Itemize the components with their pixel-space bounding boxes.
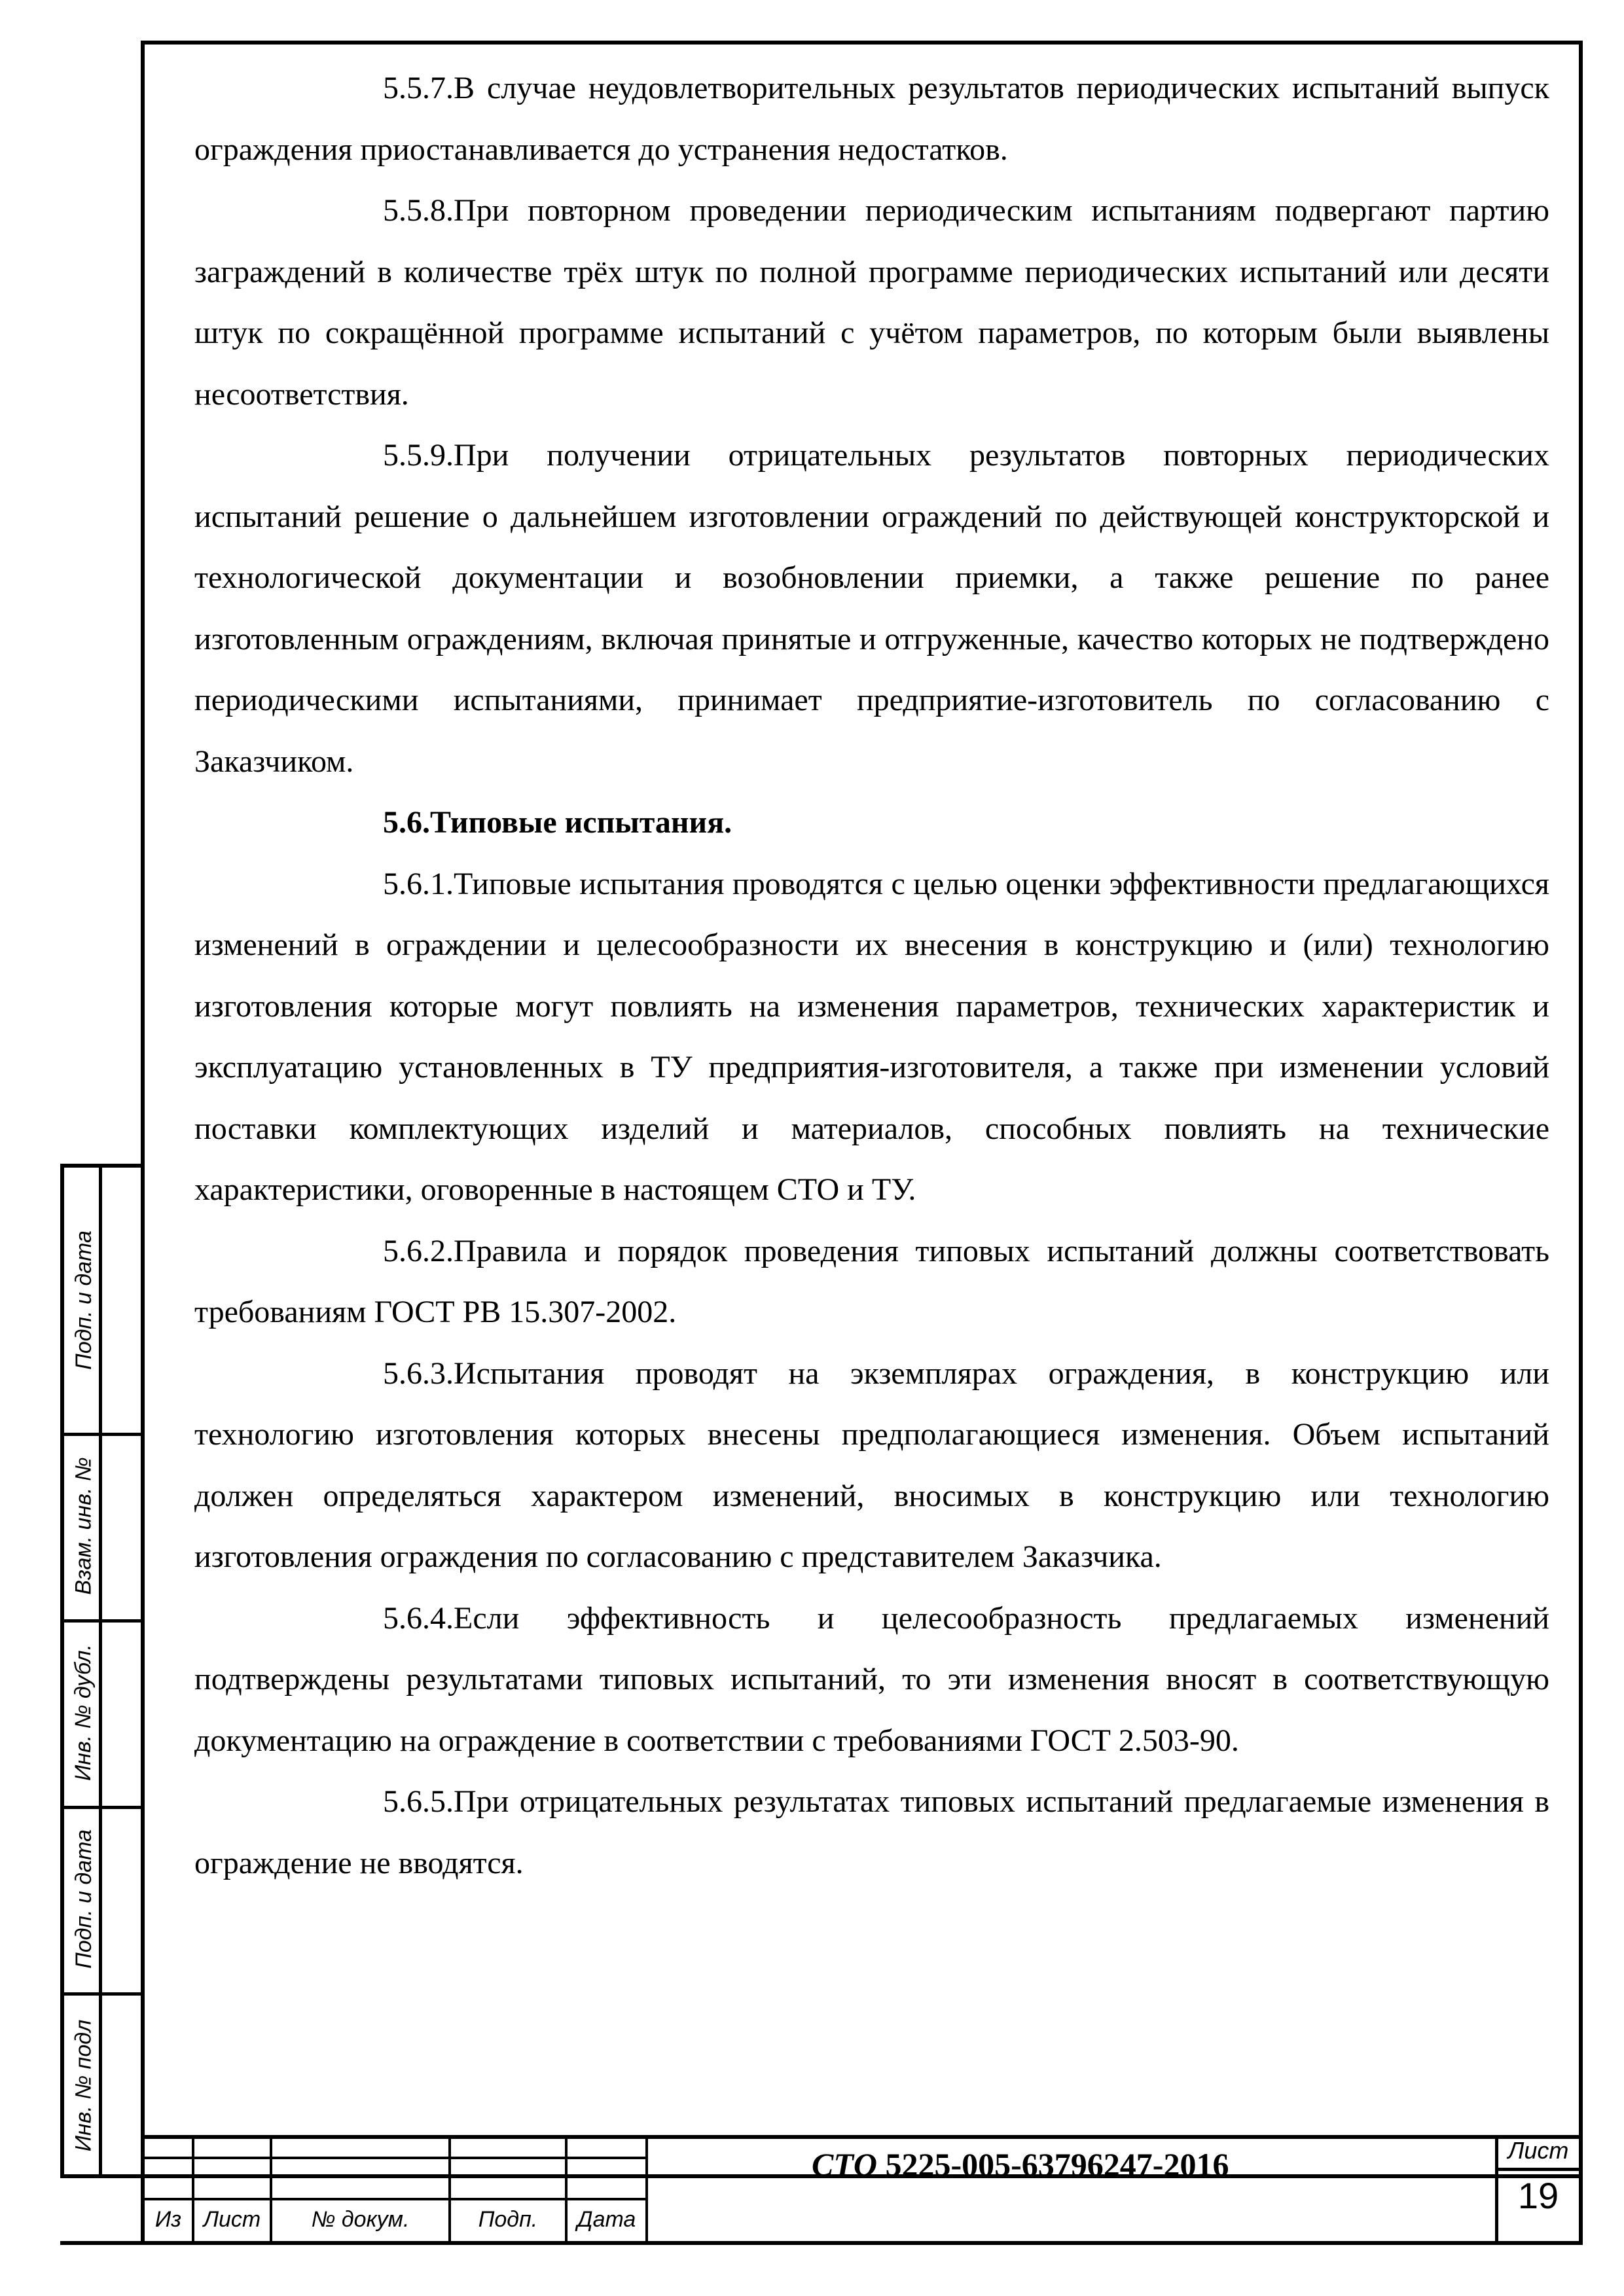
original-inventory-label: Инв. № подл xyxy=(71,2019,96,2151)
sheet-label: Лист xyxy=(1507,2137,1569,2164)
paragraph-5-6-3 xyxy=(194,1343,1549,1588)
paragraph-5-6-5 xyxy=(194,1771,1549,1893)
clause-text: Испытания проводят на экземплярах ограждения, в конструкцию или технологию изготовления которых внесены предполагающиеся изменения. Объем испытаний должен определяться характером изменений, вносимых в конструкцию или технологию изготовления ограждения по согласованию с представителем Заказчика. xyxy=(194,1355,1549,1574)
column-iz-label: Из xyxy=(154,2207,182,2232)
clause-text: При повторном проведении периодическим испытаниям подвергают партию заграждений в количестве трёх штук по полной программе периодических испытаний или десяти штук по сокращённой программе испытаний с учётом параметров, по которым были выявлены несоответствия. xyxy=(194,193,1549,412)
title-block-sheet-line xyxy=(1495,2135,1498,2242)
clause-number: 5.6.2. xyxy=(383,1233,454,1268)
clause-text: При отрицательных результатах типовых испытаний предлагаемые изменения в ограждение не вводятся. xyxy=(194,1784,1549,1880)
section-heading-5-6 xyxy=(194,792,1549,853)
paragraph-5-6-4 xyxy=(194,1588,1549,1772)
frame-bottom-line xyxy=(60,2241,1583,2245)
clause-number: 5.6.3. xyxy=(383,1355,454,1391)
paragraph-5-6-2 xyxy=(194,1221,1549,1343)
paragraph-5-5-7 xyxy=(194,58,1549,180)
section-number: 5.6. xyxy=(383,805,430,840)
frame-right-extension xyxy=(1579,2135,1583,2245)
clause-number: 5.6.1. xyxy=(383,866,454,901)
clause-number: 5.5.7. xyxy=(383,71,454,105)
title-block-column-line xyxy=(645,2135,648,2242)
document-code-number: 5225-005-63796247-2016 xyxy=(885,2146,1229,2183)
title-block-row-line xyxy=(141,2198,648,2200)
title-block-row-line xyxy=(141,2157,648,2159)
document-body xyxy=(194,58,1549,1893)
clause-number: 5.5.8. xyxy=(383,193,454,228)
clause-text: В случае неудовлетворительных результатов периодических испытаний выпуск ограждения приостанавливается до устранения недостатков. xyxy=(194,71,1549,167)
document-code xyxy=(812,2145,1229,2183)
clause-number: 5.6.4. xyxy=(383,1600,454,1636)
sheet-cell-divider xyxy=(1495,2168,1583,2171)
side-stamp xyxy=(60,1164,141,2178)
replacement-inventory-label: Взам. инв. № xyxy=(71,1457,96,1595)
clause-text: Типовые испытания проводятся с целью оценки эффективности предлагающихся изменений в ограждении и целесообразности их внесения в конструкцию и (или) технологию изготовления которые могут повлиять на изменения параметров, технических характеристик и эксплуатацию установленных в ТУ предприятия-изготовителя, а также при изменении условий поставки комплектующих изделий и материалов, способных повлиять на технические характеристики, оговоренные в настоящем СТО и ТУ. xyxy=(194,866,1549,1207)
clause-number: 5.6.5. xyxy=(383,1784,454,1819)
paragraph-5-5-9 xyxy=(194,425,1549,792)
signature-date-label-top: Подп. и дата xyxy=(71,1230,96,1370)
signature-date-label-bottom: Подп. и дата xyxy=(71,1829,96,1969)
title-block-top-line xyxy=(141,2135,1583,2139)
section-title: Типовые испытания. xyxy=(430,805,732,840)
column-list-label: Лист xyxy=(203,2207,261,2232)
column-date-label: Дата xyxy=(577,2207,636,2232)
column-signature-label: Подп. xyxy=(478,2207,538,2232)
paragraph-5-5-8 xyxy=(194,180,1549,425)
sheet-number: 19 xyxy=(1517,2175,1559,2216)
clause-text: Если эффективность и целесообразность предлагаемых изменений подтверждены результатами типовых испытаний, то эти изменения вносят в соответствующую документацию на ограждение в соответствии с требованиями ГОСТ 2.503-90. xyxy=(194,1600,1549,1758)
column-doc-number-label: № докум. xyxy=(311,2207,410,2232)
duplicate-inventory-label: Инв. № дубл. xyxy=(71,1643,96,1782)
paragraph-5-6-1 xyxy=(194,853,1549,1221)
clause-number: 5.5.9. xyxy=(383,438,454,473)
clause-text: При получении отрицательных результатов повторных периодических испытаний решение о дальнейшем изготовлении ограждений по действующей конструкторской и технологической документации и возобновлении приемки, а также решение по ранее изготовленным ограждениям, включая принятые и отгруженные, качество которых не подтверждено периодическими испытаниями, принимает предприятие-изготовитель по согласованию с Заказчиком. xyxy=(194,438,1549,779)
clause-text: Правила и порядок проведения типовых испытаний должны соответствовать требованиям ГОСТ РВ 15.307-2002. xyxy=(194,1233,1549,1329)
document-code-prefix: СТО xyxy=(812,2146,877,2183)
